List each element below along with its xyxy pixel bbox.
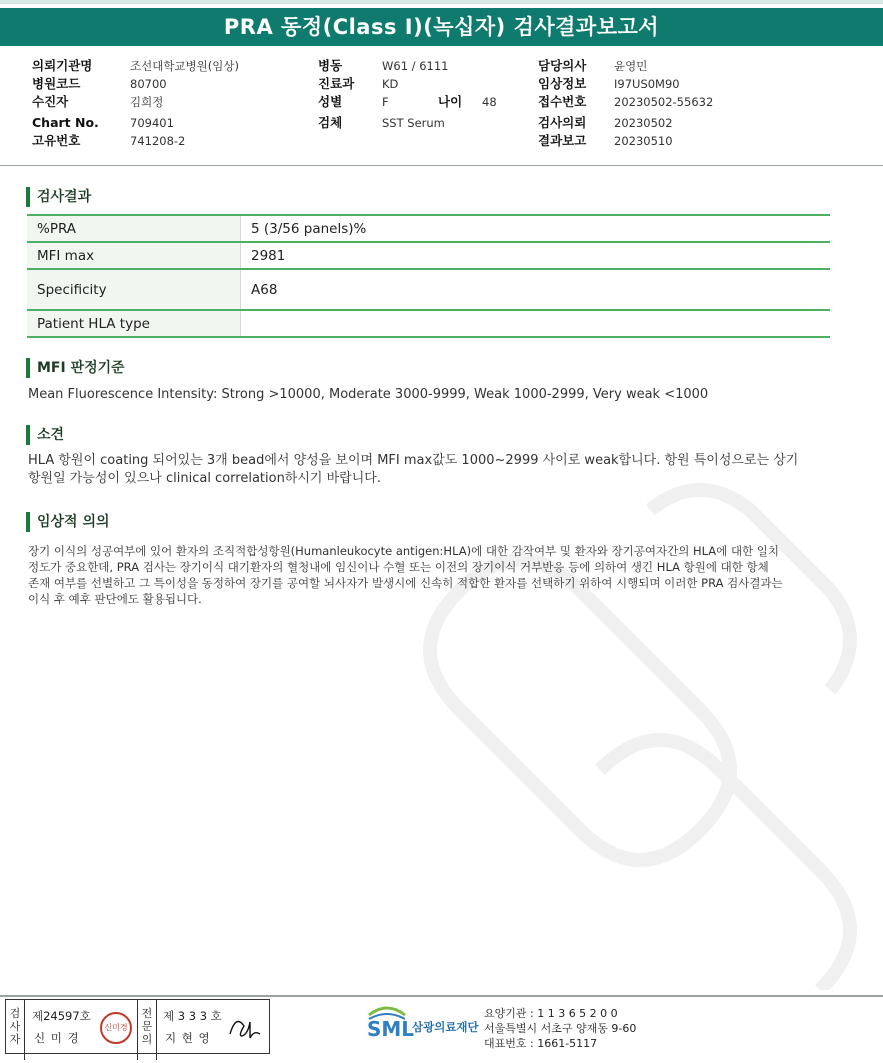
specialist-name: 지 현 영: [165, 1031, 211, 1045]
table-row: [27, 215, 830, 242]
inst-phone: 대표번호 : 1661-5117: [484, 1037, 598, 1050]
clinical-line: 정도가 중요한데, PRA 검사는 장기이식 대기환자의 혈청내에 임신이나 수혈 또는 이전의 장기이식 거부반응 등에 의하여 생긴 HLA 항원에 대한 항체: [28, 560, 769, 574]
table-row: [27, 242, 830, 269]
top-rule: [0, 0, 883, 4]
meta-label: 담당의사: [538, 58, 587, 73]
patient-info: [0, 53, 883, 166]
signature-box: [5, 999, 270, 1054]
section-opinion-heading: 소견: [26, 425, 64, 445]
meta-value: 20230502: [614, 116, 673, 130]
section-mfi-heading: MFI 판정기준: [26, 358, 125, 378]
meta-row: [0, 93, 883, 111]
section-clinical-heading: 임상적 의의: [26, 512, 110, 532]
result-value: [241, 310, 831, 337]
meta-label: 수진자: [32, 94, 69, 109]
section-results-heading: 검사결과: [26, 187, 91, 207]
org-name: 삼광의료재단: [412, 1020, 479, 1034]
meta-value: 윤영민: [614, 59, 648, 73]
inst-code: 요양기관 : 1 1 3 6 5 2 0 0: [484, 1007, 618, 1020]
inst-address: 서울특별시 서초구 양재동 9-60: [484, 1022, 637, 1035]
specialist-signature: [226, 1012, 264, 1042]
meta-value: 김희정: [130, 95, 164, 109]
result-value: 2981: [241, 242, 831, 269]
meta-value: W61 / 6111: [382, 59, 449, 73]
opinion-line: 항원일 가능성이 있으나 clinical correlation하시기 바랍니다.: [28, 471, 381, 486]
clinical-line: 이식 후 예후 판단에도 활용됩니다.: [28, 592, 202, 606]
table-row: [27, 310, 830, 337]
meta-value: F: [382, 95, 389, 109]
meta-label: 접수번호: [538, 94, 587, 109]
meta-label: 임상정보: [538, 76, 587, 91]
result-value: A68: [241, 269, 831, 310]
examiner-license: 제24597호: [32, 1009, 91, 1023]
meta-label: 검체: [318, 115, 343, 130]
result-value: 5 (3/56 panels)%: [241, 215, 831, 242]
meta-row: [0, 57, 883, 75]
meta-label: 병원코드: [32, 76, 81, 91]
specialist-vertical-label: 전문의: [137, 1000, 157, 1060]
meta-label: 병동: [318, 58, 343, 73]
meta-value: 741208-2: [130, 134, 186, 148]
clinical-line: 존재 여부를 선별하고 그 특이성을 동정하여 장기를 공여할 뇌사자가 발생시에 신속히 적합한 환자를 선택하기 위하여 시행되며 이러한 PRA 검사결과는: [28, 576, 783, 590]
specialist-license: 제 3 3 3 호: [163, 1009, 222, 1023]
meta-value: 709401: [130, 116, 174, 130]
mfi-criteria-text: Mean Fluorescence Intensity: Strong >10000, Moderate 3000-9999, Weak 1000-2999, Very weak <1000: [28, 387, 709, 402]
meta-value: 80700: [130, 77, 167, 91]
report-title: PRA 동정(Class I)(녹십자) 검사결과보고서: [0, 8, 883, 46]
meta-value: SST Serum: [382, 116, 445, 130]
meta-label: 고유번호: [32, 133, 81, 148]
meta-label: Chart No.: [32, 115, 99, 130]
meta-label: 결과보고: [538, 133, 587, 148]
meta-value: 20230502-55632: [614, 95, 714, 109]
meta-row: [0, 132, 883, 150]
examiner-vertical-label: 검사자: [6, 1000, 25, 1060]
clinical-line: 장기 이식의 성공여부에 있어 환자의 조직적합성항원(Humanleukocyte antigen:HLA)에 대한 감작여부 및 환자와 장기공여자간의 HLA에 대한 일치: [28, 544, 780, 558]
meta-row: [0, 75, 883, 93]
result-key: Specificity: [27, 269, 241, 310]
meta-label: 진료과: [318, 76, 355, 91]
footer-divider: [0, 995, 883, 997]
meta-label: 검사의뢰: [538, 115, 587, 130]
examiner-name: 신 미 경: [34, 1031, 80, 1045]
examiner-seal: 신미경: [100, 1012, 132, 1044]
result-key: MFI max: [27, 242, 241, 269]
meta-label: 성별: [318, 94, 343, 109]
meta-value: KD: [382, 77, 399, 91]
meta-value: 조선대학교병원(임상): [130, 59, 239, 73]
meta-value: 20230510: [614, 134, 673, 148]
result-key: %PRA: [27, 215, 241, 242]
meta-value: I97US0M90: [614, 77, 680, 91]
result-key: Patient HLA type: [27, 310, 241, 337]
table-row: [27, 269, 830, 310]
age-value: 48: [482, 95, 497, 109]
opinion-line: HLA 항원이 coating 되어있는 3개 bead에서 양성을 보이며 MFI max값도 1000~2999 사이로 weak합니다. 항원 특이성으로는 상기: [28, 453, 799, 468]
institution-info: [484, 1006, 636, 1051]
meta-label: 의뢰기관명: [32, 58, 93, 73]
age-label: 나이: [438, 94, 463, 109]
meta-row: [0, 114, 883, 132]
sml-logo-text: SML: [367, 1017, 415, 1041]
results-table: [27, 214, 830, 338]
